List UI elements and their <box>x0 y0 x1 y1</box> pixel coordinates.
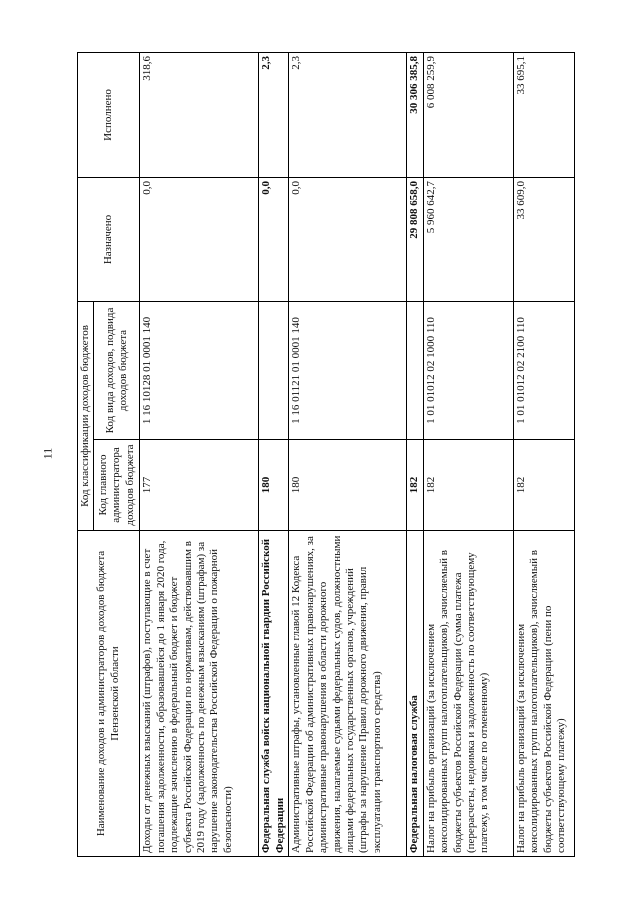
row-admin-code: 180 <box>289 440 407 531</box>
header-admin-code: Код главного администратора доходов бюджета <box>94 440 140 531</box>
row-assigned: 0,0 <box>289 178 407 302</box>
row-type-code <box>259 302 289 440</box>
table-row <box>407 53 423 857</box>
row-admin-code: 182 <box>513 440 574 531</box>
row-executed: 33 695,1 <box>513 53 574 178</box>
row-assigned: 0,0 <box>140 178 259 302</box>
row-name: Федеральная служба войск национальной гвардии Российской Федерации <box>259 531 289 857</box>
table-row <box>259 53 289 857</box>
row-admin-code: 182 <box>407 440 423 531</box>
row-type-code: 1 01 01012 02 2100 110 <box>513 302 574 440</box>
row-name: Административные штрафы, установленные главой 12 Кодекса Российской Федерации об административных правонарушениях, за административные правонарушения в области дорожного движения, налагаемые судьями федеральных судов, должностными лицами федеральных государственных органов, учреждений (штрафы за нарушение Правил дорожного движения, правил эксплуатации транспортного средства) <box>289 531 407 857</box>
row-type-code: 1 16 01121 01 0001 140 <box>289 302 407 440</box>
table-row <box>140 53 259 857</box>
rotated-table-wrapper <box>77 53 573 857</box>
row-name: Федеральная налоговая служба <box>407 531 423 857</box>
header-type-code: Код вида доходов, подвида доходов бюджета <box>94 302 140 440</box>
page-number: 11 <box>40 447 55 460</box>
table-row <box>513 53 574 857</box>
row-executed: 2,3 <box>289 53 407 178</box>
row-executed: 6 008 259,9 <box>423 53 513 178</box>
row-type-code: 1 01 01012 02 1000 110 <box>423 302 513 440</box>
budget-revenue-table <box>77 52 575 857</box>
row-assigned: 29 808 658,0 <box>407 178 423 302</box>
header-code-group: Код классификации доходов бюджетов <box>78 302 94 531</box>
row-admin-code: 180 <box>259 440 289 531</box>
row-admin-code: 182 <box>423 440 513 531</box>
row-type-code <box>407 302 423 440</box>
row-assigned: 33 609,0 <box>513 178 574 302</box>
table-row <box>423 53 513 857</box>
header-assigned: Назначено <box>78 178 140 302</box>
row-name: Доходы от денежных взысканий (штрафов), поступающие в счет погашения задолженности, образовавшейся до 1 января 2020 года, подлежащие зачислению в федеральный бюджет и бюджет субъекта Российской Федерации по нормативам, действовавшим в 2019 году (задолженность по денежным взысканиям (штрафам) за нарушение законодательства Российской Федерации о пожарной безопасности) <box>140 531 259 857</box>
table-row <box>289 53 407 857</box>
row-executed: 30 306 385,8 <box>407 53 423 178</box>
row-assigned: 0,0 <box>259 178 289 302</box>
header-executed: Исполнено <box>78 53 140 178</box>
row-admin-code: 177 <box>140 440 259 531</box>
row-executed: 2,3 <box>259 53 289 178</box>
row-name: Налог на прибыль организаций (за исключением консолидированных групп налогоплательщиков), зачисляемый в бюджеты субъектов Российской Федерации (сумма платежа (перерасчеты, недоимка и задолженность по соответствующему платежу, в том числе по отмененному) <box>423 531 513 857</box>
row-name: Налог на прибыль организаций (за исключением консолидированных групп налогоплательщиков), зачисляемый в бюджеты субъектов Российской Федерации (пени по соответствующему платежу) <box>513 531 574 857</box>
row-executed: 318,6 <box>140 53 259 178</box>
row-assigned: 5 960 642,7 <box>423 178 513 302</box>
row-type-code: 1 16 10128 01 0001 140 <box>140 302 259 440</box>
header-name: Наименование доходов и администраторов доходов бюджета Пензенской области <box>78 531 140 857</box>
